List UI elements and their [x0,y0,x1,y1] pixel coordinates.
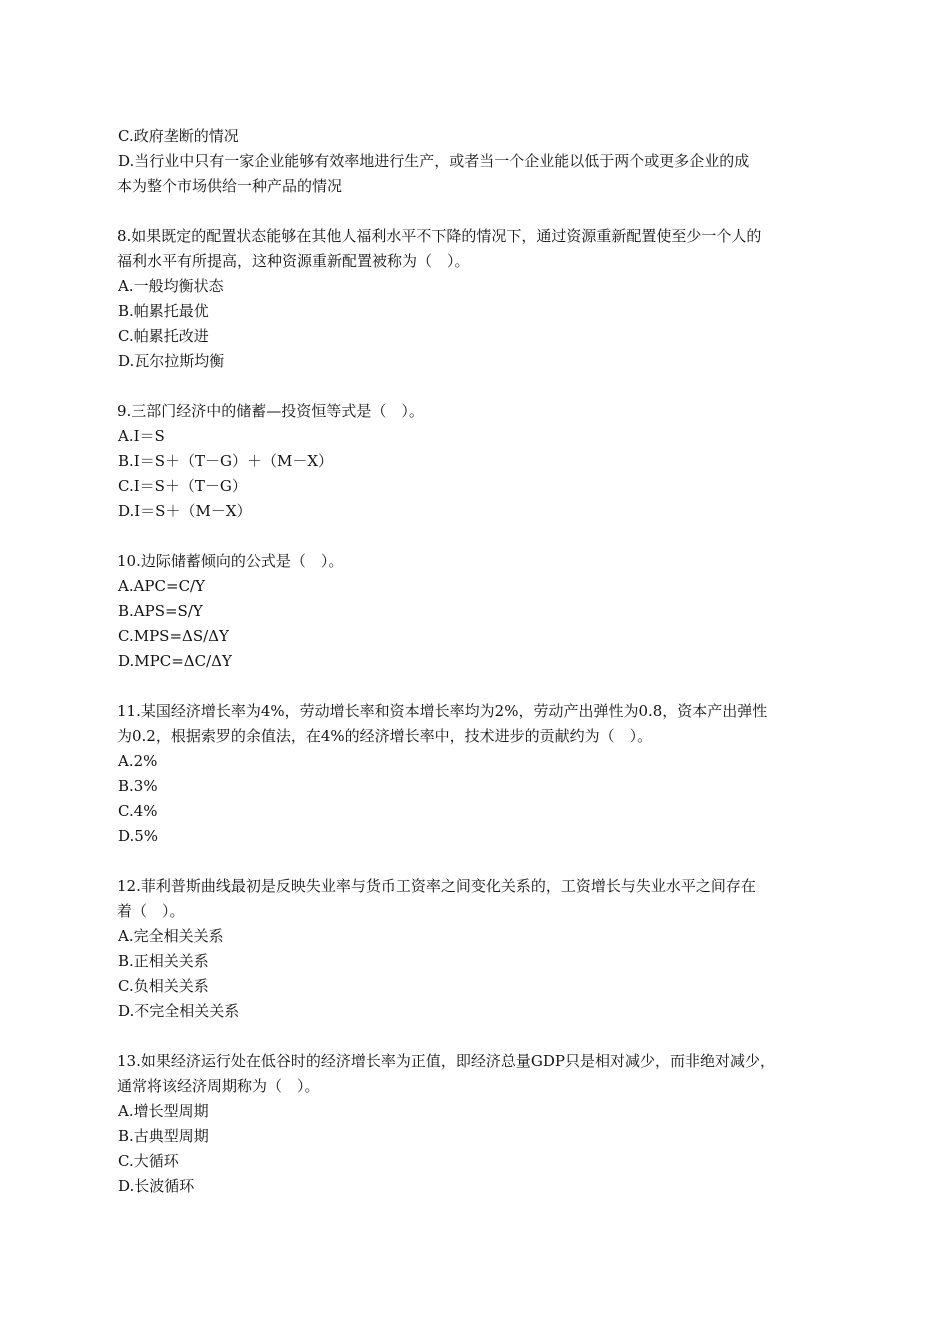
option-b: B.帕累托最优 [118,302,209,320]
option-a: A.一般均衡状态 [118,277,224,295]
question-11 [117,699,837,849]
option-d: D.长波循环 [118,1177,195,1195]
option-c: C.大循环 [118,1152,179,1170]
option-c: C.4% [118,802,158,820]
question-8 [117,224,837,374]
option-d-continued: 本为整个市场供给一种产品的情况 [117,177,343,195]
question-stem: 9.三部门经济中的储蓄—投资恒等式是（ ）。 [117,402,424,420]
question-7-tail [117,124,837,199]
question-stem: 为0.2，根据索罗的余值法，在4%的经济增长率中，技术进步的贡献约为（ ）。 [117,727,653,745]
option-b: B.古典型周期 [118,1127,209,1145]
question-stem: 13.如果经济运行处在低谷时的经济增长率为正值，即经济总量GDP只是相对减少，而非绝对减少， [117,1052,775,1070]
question-stem: 通常将该经济周期称为（ ）。 [117,1077,320,1095]
question-12 [117,874,837,1024]
option-c: C.MPS=ΔS/ΔY [118,627,229,645]
question-stem: 8.如果既定的配置状态能够在其他人福利水平不下降的情况下，通过资源重新配置使至少一个人的 [117,227,762,245]
question-stem: 11.某国经济增长率为4%，劳动增长率和资本增长率均为2%，劳动产出弹性为0.8，资本产出弹性 [117,702,768,720]
option-d: D.当行业中只有一家企业能够有效率地进行生产，或者当一个企业能以低于两个或更多企业的成 [118,152,750,170]
option-d: D.I＝S＋（M－X） [118,502,252,520]
question-stem: 10.边际储蓄倾向的公式是（ ）。 [117,552,344,570]
option-a: A.完全相关关系 [118,927,224,945]
option-a: A.2% [118,752,158,770]
option-c: C.政府垄断的情况 [118,127,239,145]
option-a: A.APC=C/Y [118,577,206,595]
question-stem: 福利水平有所提高，这种资源重新配置被称为（ ）。 [117,252,470,270]
question-stem: 着（ ）。 [117,902,185,920]
option-c: C.帕累托改进 [118,327,209,345]
option-b: B.I＝S＋（T－G）＋（M－X） [118,452,334,470]
option-d: D.5% [118,827,159,845]
option-c: C.I＝S＋（T－G） [118,477,247,495]
option-d: D.瓦尔拉斯均衡 [118,352,225,370]
document-page [117,124,837,1224]
option-b: B.3% [118,777,158,795]
option-b: B.APS=S/Y [118,602,203,620]
question-10 [117,549,837,674]
option-b: B.正相关关系 [118,952,209,970]
question-13 [117,1049,837,1199]
option-d: D.MPC=ΔC/ΔY [118,652,232,670]
option-d: D.不完全相关关系 [118,1002,240,1020]
option-a: A.I＝S [118,427,165,445]
question-9 [117,399,837,524]
option-a: A.增长型周期 [118,1102,209,1120]
option-c: C.负相关关系 [118,977,209,995]
question-stem: 12.菲利普斯曲线最初是反映失业率与货币工资率之间变化关系的，工资增长与失业水平之间存在 [117,877,756,895]
